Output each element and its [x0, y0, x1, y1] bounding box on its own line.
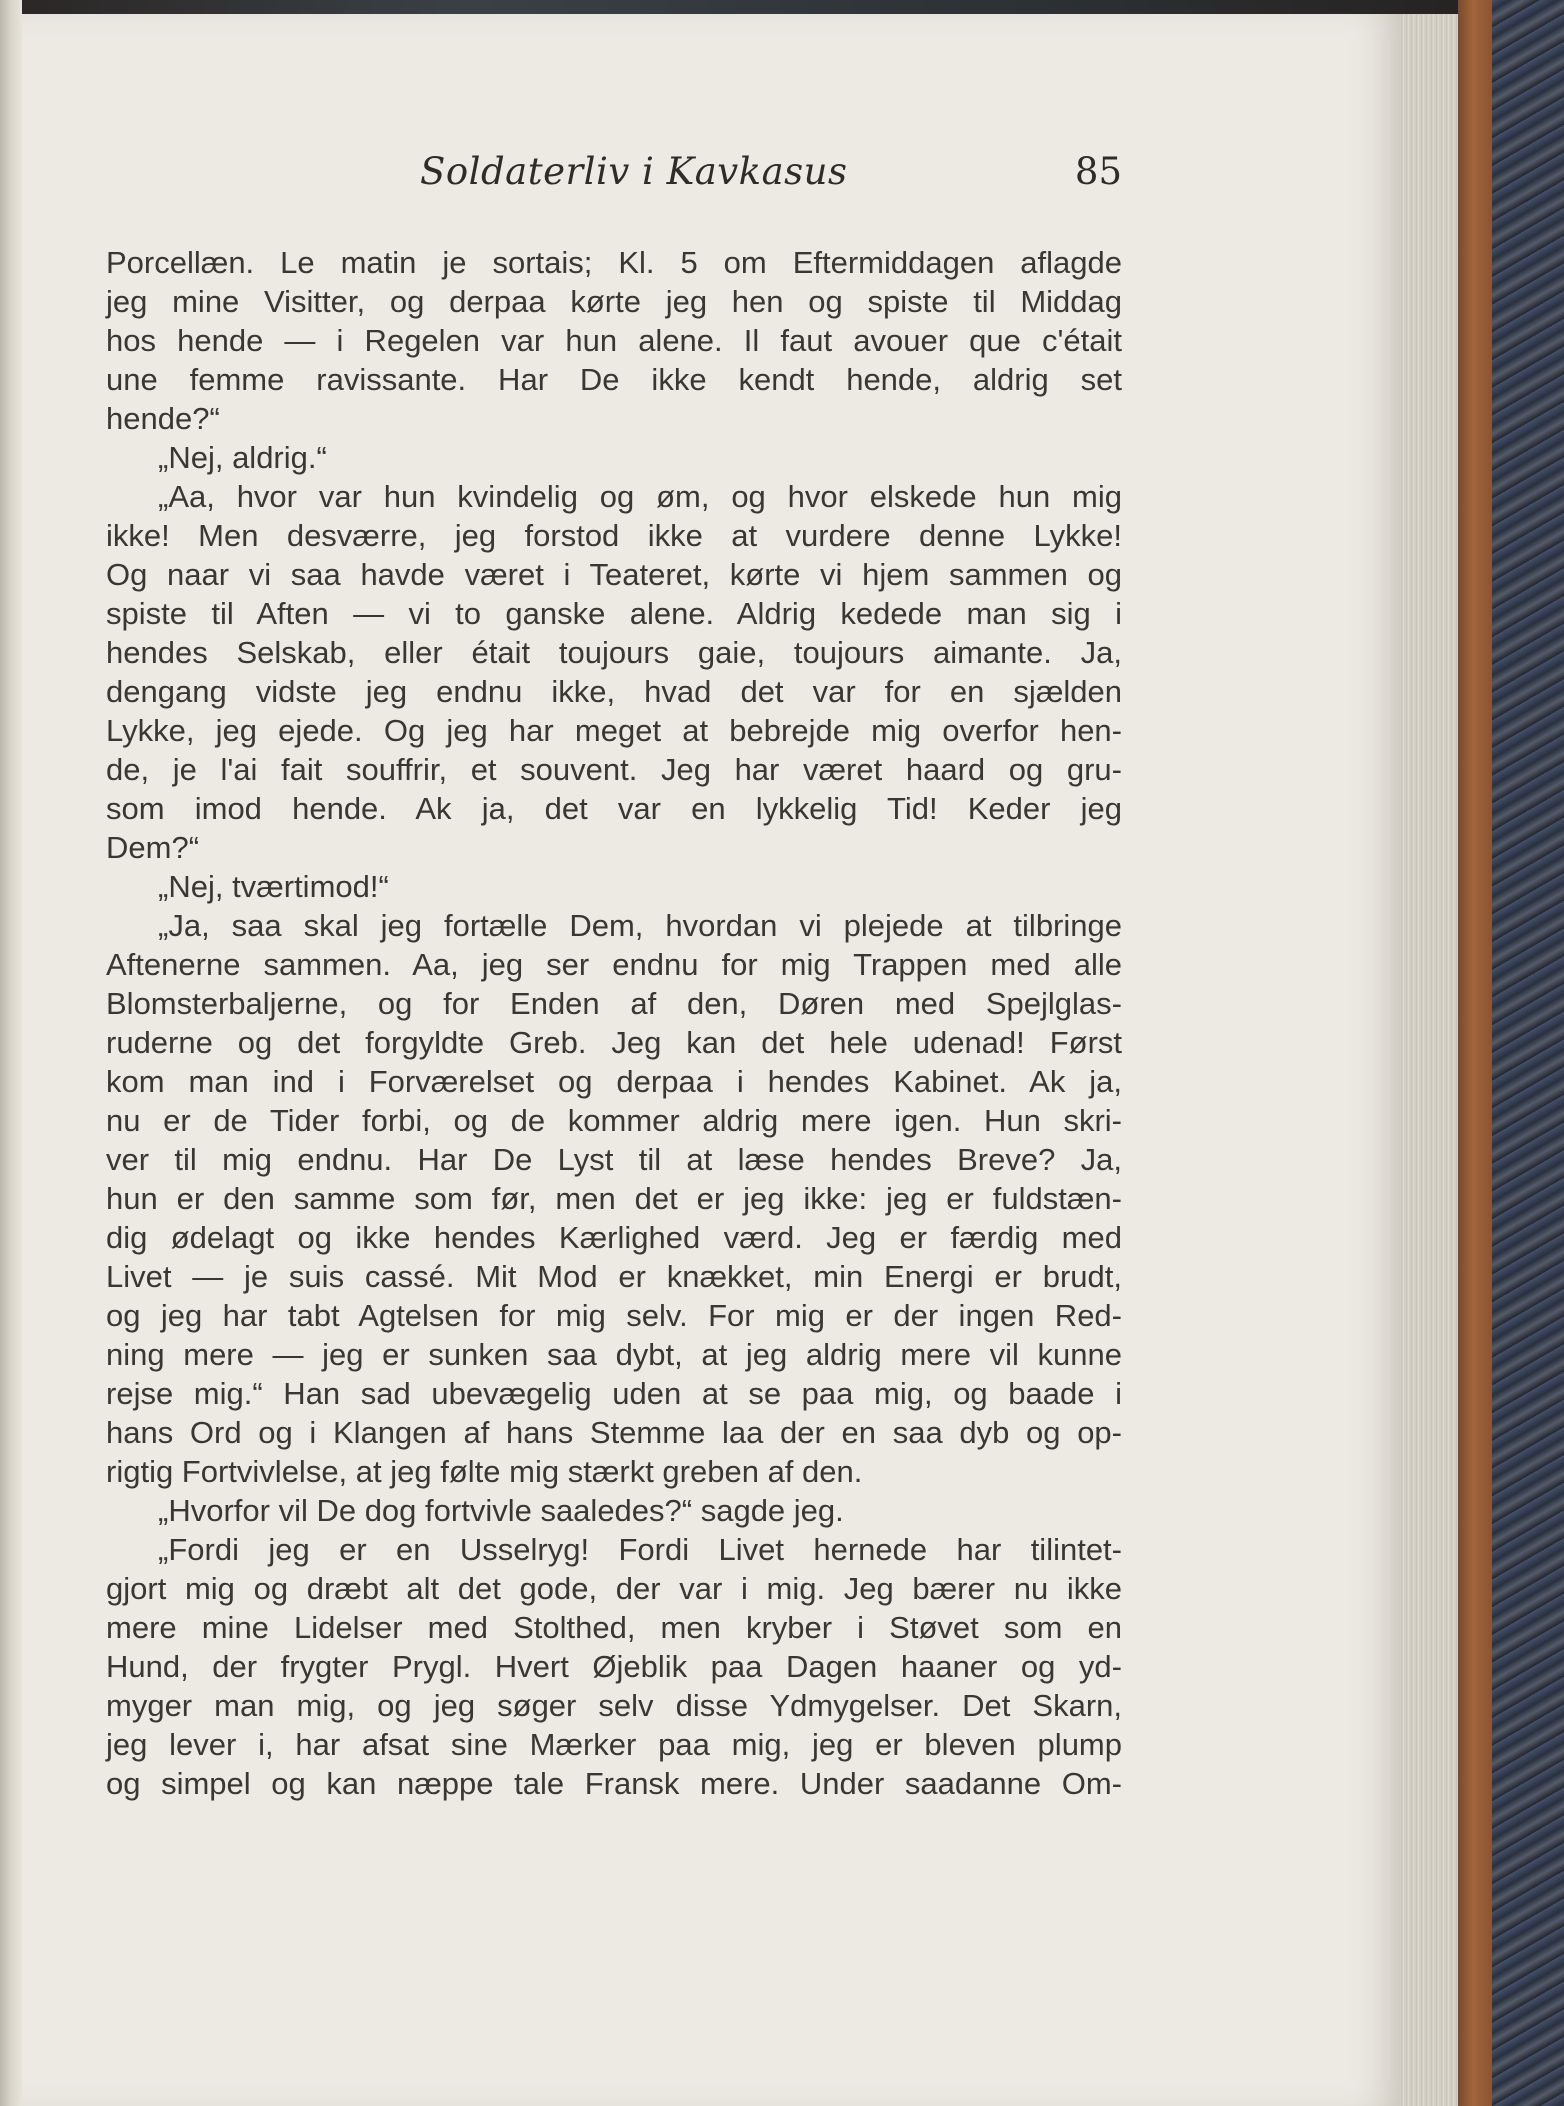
text-line: nu er de Tider forbi, og de kommer aldrig mere igen. Hun skri-	[106, 1103, 1122, 1138]
scan-left-edge	[0, 0, 22, 2106]
marbled-endpaper	[1492, 0, 1564, 2106]
text-line: „Fordi jeg er en Usselryg! Fordi Livet hernede har tilintet-	[158, 1532, 1122, 1567]
text-line: mere mine Lidelser med Stolthed, men kryber i Støvet som en	[106, 1610, 1122, 1645]
text-line: hendes Selskab, eller était toujours gaie, toujours aimante. Ja,	[106, 635, 1122, 670]
page-edges	[1400, 14, 1458, 2106]
text-line: rigtig Fortvivlelse, at jeg følte mig stærkt greben af den.	[106, 1454, 863, 1489]
text-line: Aftenerne sammen. Aa, jeg ser endnu for mig Trappen med alle	[106, 947, 1122, 982]
text-line: hos hende — i Regelen var hun alene. Il faut avouer que c'était	[106, 323, 1122, 358]
body-text	[106, 243, 1122, 1803]
text-line: „Nej, tværtimod!“	[158, 869, 389, 904]
text-line: Og naar vi saa havde været i Teateret, kørte vi hjem sammen og	[106, 557, 1122, 592]
text-line: jeg lever i, har afsat sine Mærker paa mig, jeg er bleven plump	[106, 1727, 1122, 1762]
text-line: og simpel og kan næppe tale Fransk mere. Under saadanne Om-	[106, 1766, 1122, 1801]
text-line: ning mere — jeg er sunken saa dybt, at jeg aldrig mere vil kunne	[106, 1337, 1122, 1372]
text-line: dengang vidste jeg endnu ikke, hvad det var for en sjælden	[106, 674, 1122, 709]
text-line: Livet — je suis cassé. Mit Mod er knækket, min Energi er brudt,	[106, 1259, 1122, 1294]
text-line: kom man ind i Forværelset og derpaa i hendes Kabinet. Ak ja,	[106, 1064, 1122, 1099]
page-header	[106, 150, 1122, 210]
text-line: hans Ord og i Klangen af hans Stemme laa der en saa dyb og op-	[106, 1415, 1122, 1450]
text-line: „Ja, saa skal jeg fortælle Dem, hvordan vi plejede at tilbringe	[158, 908, 1122, 943]
text-line: hende?“	[106, 401, 220, 436]
text-line: une femme ravissante. Har De ikke kendt hende, aldrig set	[106, 362, 1122, 397]
text-line: hun er den samme som før, men det er jeg ikke: jeg er fuldstæn-	[106, 1181, 1122, 1216]
text-line: dig ødelagt og ikke hendes Kærlighed værd. Jeg er færdig med	[106, 1220, 1122, 1255]
text-line: som imod hende. Ak ja, det var en lykkelig Tid! Keder jeg	[106, 791, 1122, 826]
text-line: de, je l'ai fait souffrir, et souvent. Jeg har været haard og gru-	[106, 752, 1122, 787]
page-number: 85	[1074, 150, 1122, 193]
text-line: rejse mig.“ Han sad ubevægelig uden at se paa mig, og baade i	[106, 1376, 1122, 1411]
text-line: ikke! Men desværre, jeg forstod ikke at vurdere denne Lykke!	[106, 518, 1122, 553]
text-line: Blomsterbaljerne, og for Enden af den, Døren med Spejlglas-	[106, 986, 1122, 1021]
text-line: „Hvorfor vil De dog fortvivle saaledes?“ sagde jeg.	[158, 1493, 844, 1528]
text-line: ruderne og det forgyldte Greb. Jeg kan det hele udenad! Først	[106, 1025, 1122, 1060]
text-line: ver til mig endnu. Har De Lyst til at læse hendes Breve? Ja,	[106, 1142, 1122, 1177]
running-title: Soldaterliv i Kavkasus	[420, 150, 848, 193]
text-line: spiste til Aften — vi to ganske alene. Aldrig kedede man sig i	[106, 596, 1122, 631]
text-line: Porcellæn. Le matin je sortais; Kl. 5 om Eftermiddagen aflagde	[106, 245, 1122, 280]
book-cover-edge	[1458, 0, 1492, 2106]
text-line: gjort mig og dræbt alt det gode, der var i mig. Jeg bærer nu ikke	[106, 1571, 1122, 1606]
text-line: Lykke, jeg ejede. Og jeg har meget at bebrejde mig overfor hen-	[106, 713, 1122, 748]
text-line: og jeg har tabt Agtelsen for mig selv. For mig er der ingen Red-	[106, 1298, 1122, 1333]
text-line: „Nej, aldrig.“	[158, 440, 327, 475]
text-line: Dem?“	[106, 830, 200, 865]
text-line: Hund, der frygter Prygl. Hvert Øjeblik paa Dagen haaner og yd-	[106, 1649, 1122, 1684]
text-line: „Aa, hvor var hun kvindelig og øm, og hvor elskede hun mig	[158, 479, 1122, 514]
text-line: myger man mig, og jeg søger selv disse Ydmygelser. Det Skarn,	[106, 1688, 1122, 1723]
text-line: jeg mine Visitter, og derpaa kørte jeg hen og spiste til Middag	[106, 284, 1122, 319]
scan-top-edge	[0, 0, 1564, 14]
